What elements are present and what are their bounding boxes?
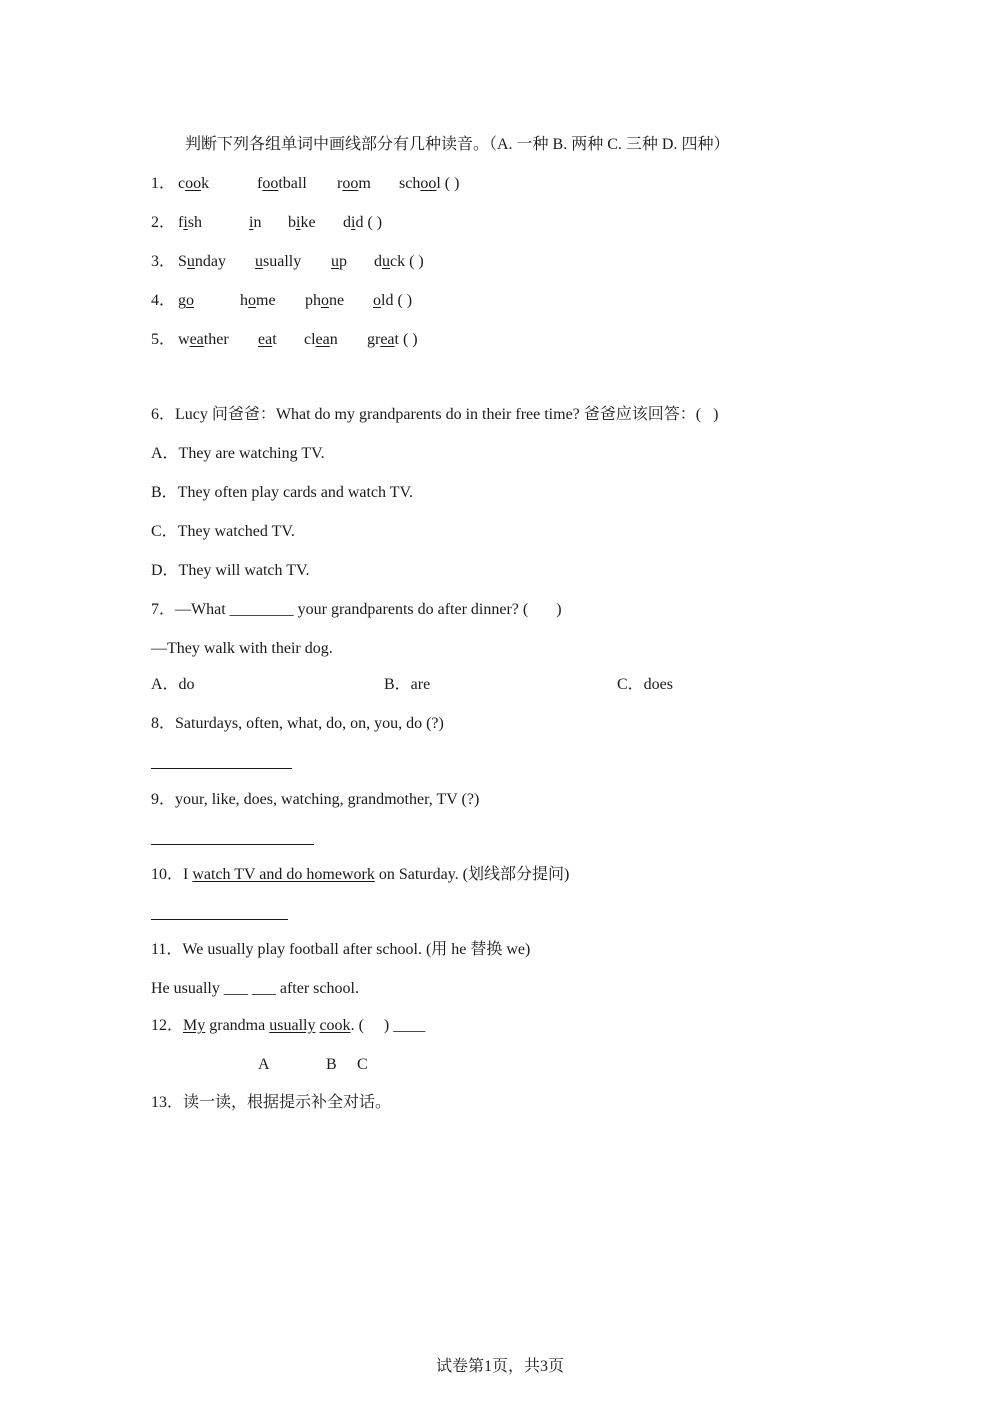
page-footer: 试卷第1页，共3页: [435, 1358, 564, 1375]
phonics-word: [178, 213, 202, 233]
q7-option-a: A．do: [151, 676, 195, 693]
q6-option-a: A．They are watching TV.: [151, 445, 325, 462]
q12-label-c: C: [357, 1056, 368, 1073]
q7-stem: 7．—What ________ your grandparents do after dinner? ( ): [151, 601, 562, 618]
phonics-word-pre: d: [374, 253, 382, 270]
q6-option-c: C．They watched TV.: [151, 523, 295, 540]
phonics-word-mark: u: [186, 253, 195, 270]
phonics-word-pre: w: [178, 331, 190, 348]
q9-stem: 9．your, like, does, watching, grandmother, TV (?): [151, 791, 480, 808]
phonics-word: [240, 291, 276, 311]
q12-word-usually: usually: [269, 1017, 316, 1034]
phonics-word-post: tball: [278, 175, 307, 192]
phonics-word: [367, 330, 418, 350]
phonics-word-pre: d: [343, 214, 351, 231]
q12-label-a: A: [258, 1056, 270, 1073]
phonics-item-number: 4．: [151, 292, 176, 309]
phonics-word-mark: oo: [420, 175, 437, 192]
phonics-word: [249, 213, 261, 233]
phonics-word-mark: oo: [185, 175, 202, 192]
phonics-word-post: t ( ): [394, 331, 418, 348]
q13-stem: 13．读一读，根据提示补全对话。: [151, 1094, 392, 1111]
phonics-word-mark: oo: [262, 175, 279, 192]
phonics-word-mark: ea: [189, 331, 204, 348]
phonics-word-post: ne: [329, 292, 345, 309]
phonics-word-post: n: [329, 331, 338, 348]
phonics-word: [304, 330, 338, 350]
phonics-word-mark: i: [351, 214, 356, 231]
q6-option-b: B．They often play cards and watch TV.: [151, 484, 414, 501]
phonics-word-pre: cl: [304, 331, 316, 348]
phonics-item-number: 1．: [151, 175, 176, 192]
q12-tail: . ( ) ____: [350, 1017, 426, 1034]
phonics-word-pre: h: [240, 292, 248, 309]
q12-word-cook: cook: [319, 1017, 351, 1034]
q12-word-my: My: [183, 1017, 206, 1034]
phonics-word-pre: S: [178, 253, 187, 270]
q8-stem: 8．Saturdays, often, what, do, on, you, do (?): [151, 715, 444, 732]
phonics-word-mark: o: [248, 292, 256, 309]
phonics-word-pre: sch: [399, 175, 421, 192]
phonics-word-post: t: [272, 331, 277, 348]
q12-label-b: B: [326, 1056, 337, 1073]
phonics-word: [331, 252, 347, 272]
q12-text: grandma: [205, 1017, 270, 1034]
phonics-word-mark: oo: [342, 175, 359, 192]
phonics-word-post: ld ( ): [381, 292, 413, 309]
phonics-word-mark: u: [331, 253, 339, 270]
q7-option-c: C．does: [617, 676, 674, 693]
phonics-word-post: m: [358, 175, 371, 192]
phonics-word: [178, 330, 229, 350]
q12-num: 12．: [151, 1017, 184, 1034]
instruction: 判断下列各组单词中画线部分有几种读音。（A. 一种 B. 两种 C. 三种 D. 四种）: [185, 136, 730, 153]
phonics-word: [258, 330, 277, 350]
phonics-word-mark: u: [382, 253, 390, 270]
phonics-word-post: p: [339, 253, 347, 270]
phonics-word-mark: i: [183, 214, 188, 231]
q10-answer-line[interactable]: [151, 919, 288, 920]
phonics-word: [373, 291, 412, 311]
phonics-word-pre: b: [288, 214, 296, 231]
phonics-word-post: ck ( ): [390, 253, 424, 270]
phonics-word: [374, 252, 424, 272]
q12-stem: [151, 1016, 425, 1036]
phonics-word: [305, 291, 344, 311]
phonics-word-mark: o: [186, 292, 194, 309]
phonics-word-mark: o: [321, 292, 329, 309]
q9-answer-line[interactable]: [151, 844, 314, 845]
phonics-word-pre: g: [178, 292, 186, 309]
phonics-word: [337, 174, 371, 194]
phonics-word-mark: o: [373, 292, 381, 309]
phonics-word-post: ke: [300, 214, 316, 231]
phonics-word-mark: i: [249, 214, 254, 231]
phonics-word-post: d ( ): [355, 214, 383, 231]
phonics-word-post: me: [256, 292, 276, 309]
phonics-word-mark: ea: [380, 331, 395, 348]
phonics-word-post: n: [253, 214, 262, 231]
phonics-item-number: 5．: [151, 331, 176, 348]
phonics-item-number: 3．: [151, 253, 176, 270]
phonics-word: [399, 174, 459, 194]
q6-stem: 6．Lucy 问爸爸：What do my grandparents do in their free time? 爸爸应该回答：( ): [151, 406, 719, 423]
q7-reply: —They walk with their dog.: [151, 640, 333, 657]
phonics-word: [255, 252, 301, 272]
q7-option-b: B．are: [384, 676, 431, 693]
phonics-word-pre: c: [178, 175, 186, 192]
phonics-word-post: ther: [203, 331, 229, 348]
q8-answer-line[interactable]: [151, 768, 292, 769]
phonics-word-post: nday: [194, 253, 227, 270]
q10-pre: 10．I: [151, 866, 193, 883]
phonics-word-post: l ( ): [436, 175, 460, 192]
phonics-word-pre: f: [257, 175, 263, 192]
phonics-word-mark: u: [255, 253, 263, 270]
phonics-word: [343, 213, 382, 233]
q10-post: on Saturday. (划线部分提问): [374, 866, 570, 883]
phonics-word-mark: ea: [258, 331, 273, 348]
q10-underlined: watch TV and do homework: [192, 866, 375, 883]
phonics-word: [178, 291, 194, 311]
q10-stem: [151, 865, 569, 885]
phonics-word-mark: i: [296, 214, 301, 231]
phonics-word: [178, 252, 226, 272]
phonics-word-post: sh: [187, 214, 203, 231]
phonics-word: [257, 174, 307, 194]
phonics-item-number: 2．: [151, 214, 176, 231]
phonics-word-pre: gr: [367, 331, 381, 348]
q6-option-d: D．They will watch TV.: [151, 562, 310, 579]
phonics-word-mark: ea: [315, 331, 330, 348]
phonics-word-pre: f: [178, 214, 184, 231]
q11-answer: He usually ___ ___ after school.: [151, 980, 359, 997]
phonics-word: [178, 174, 209, 194]
phonics-word-post: sually: [263, 253, 302, 270]
q11-stem: 11．We usually play football after school. (用 he 替换 we): [151, 941, 531, 958]
phonics-word-pre: r: [337, 175, 343, 192]
phonics-word-pre: ph: [305, 292, 321, 309]
phonics-word-post: k: [201, 175, 210, 192]
phonics-word: [288, 213, 316, 233]
